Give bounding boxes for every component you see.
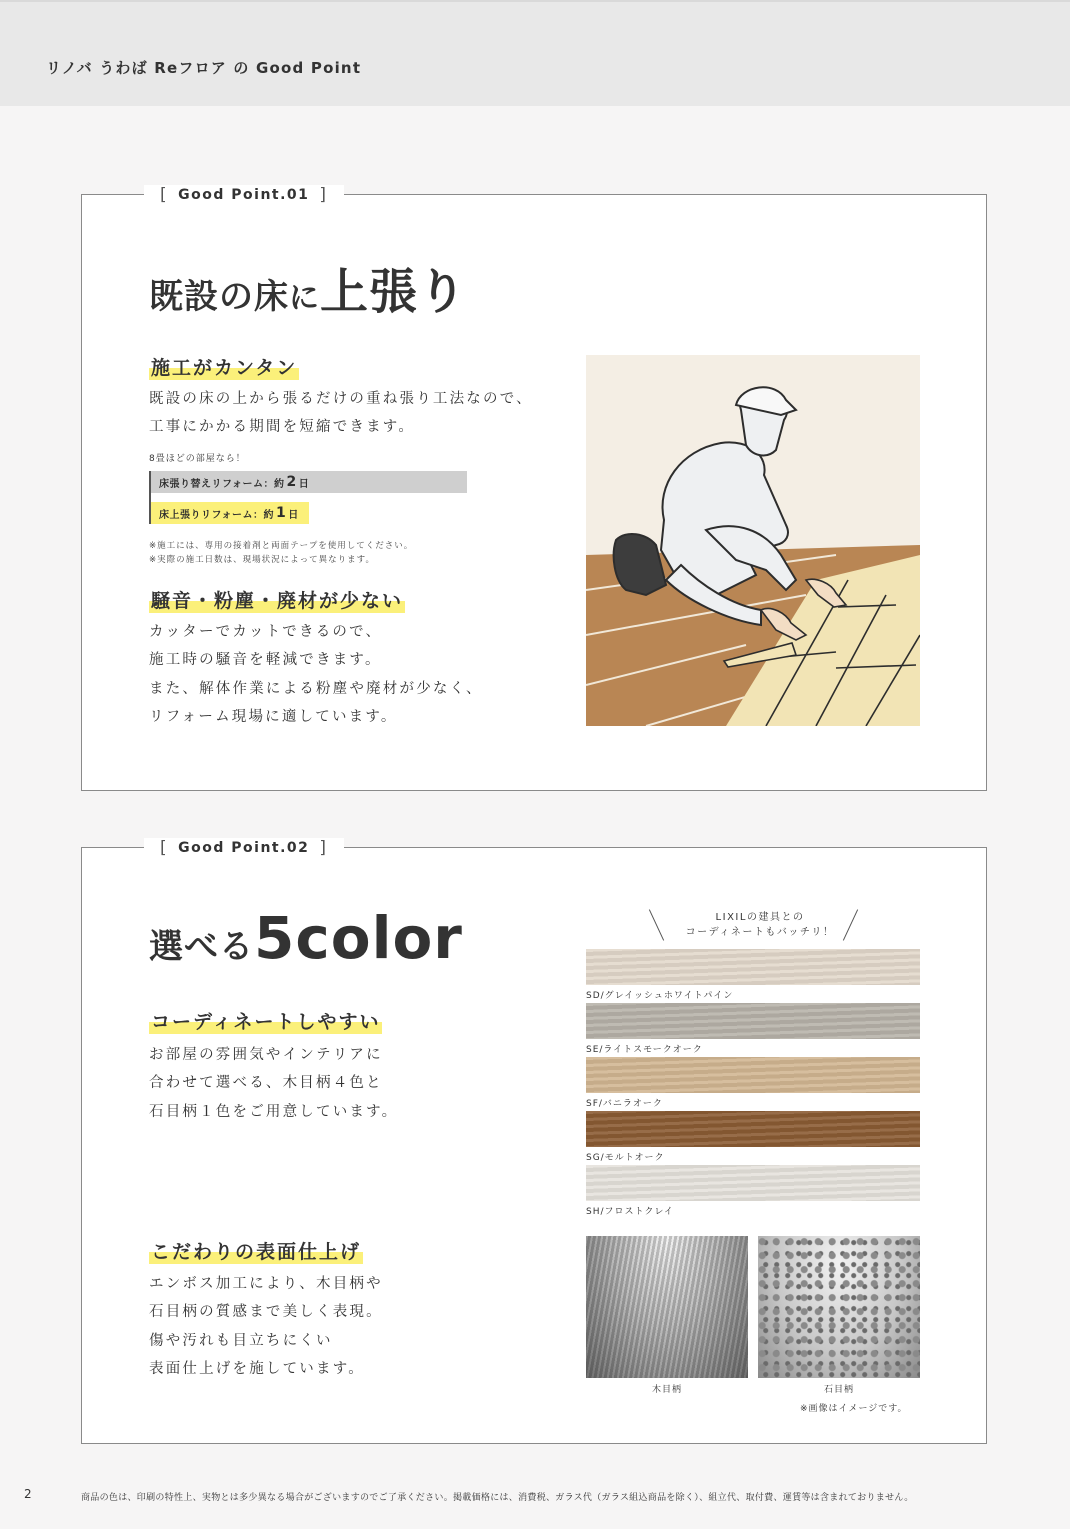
color-swatch-se (586, 1003, 920, 1039)
comparison-days: 2 (286, 474, 297, 490)
body-line: 石目柄１色をご用意しています。 (149, 1103, 399, 1120)
body-easy-install (149, 385, 533, 442)
comparison-replace-row (151, 471, 467, 493)
room-size-lead: 8畳ほどの部屋なら！ (149, 454, 246, 464)
body-easy-coordinate (149, 1041, 398, 1126)
install-notes (149, 539, 413, 567)
body-surface-finish (149, 1270, 383, 1383)
page-header-title: リノバ うわば Reフロア の Good Point (46, 59, 362, 77)
footer-disclaimer: 商品の色は、印刷の特性上、実物とは多少異なる場合がございますのでご了承ください。掲載価格には、消費税、ガラス代（ガラス組込商品を除く）、組立代、取付費、運賃等は含まれておりません。 (81, 1493, 914, 1503)
wood-texture-image (586, 1236, 748, 1378)
heading-part-d: 上張り (320, 264, 468, 320)
color-swatch-sg (586, 1111, 920, 1147)
subhead-easy-install: 施工がカンタン (149, 353, 299, 380)
point2-heading (149, 904, 463, 972)
spacer (151, 493, 467, 502)
body-line: 傷や汚れも目立ちにくい (149, 1332, 333, 1349)
worker-installing-floor-illustration (586, 355, 920, 726)
body-line: カッターでカットできるので、 (149, 624, 383, 640)
body-line: リフォーム現場に適しています。 (149, 708, 398, 725)
bracket-close-icon: ] (319, 185, 328, 205)
stone-texture-label: 石目柄 (823, 1385, 854, 1395)
comparison-label: 床張り替えリフォーム：約 (159, 478, 285, 490)
bracket-close-icon: ] (319, 838, 328, 858)
comparison-days: 1 (276, 505, 287, 521)
comparison-label: 床上張りリフォーム：約 (159, 509, 274, 521)
swatch-label-sd: SD/グレイッシュホワイトパイン (586, 991, 734, 1001)
body-line: 既設の床の上から張るだけの重ね張り工法なので、 (149, 391, 533, 407)
bracket-open-icon: [ (160, 838, 169, 858)
comparison-unit: 日 (288, 509, 299, 521)
comparison-box (149, 471, 467, 524)
swatch-label-sh: SH/フロストクレイ (586, 1207, 674, 1217)
coordinate-callout (650, 910, 870, 940)
bracket-open-icon: [ (160, 185, 169, 205)
body-line: 工事にかかる期間を短縮できます。 (149, 419, 416, 436)
subhead-surface-finish: こだわりの表面仕上げ (149, 1237, 363, 1264)
point1-heading (149, 253, 467, 322)
heading-part-b: 床 (254, 277, 289, 317)
body-line: 施工時の騒音を軽減できます。 (149, 652, 382, 669)
subhead-low-noise: 騒音・粉塵・廃材が少ない (149, 586, 405, 613)
color-swatch-sh (586, 1165, 920, 1201)
body-low-noise (149, 618, 483, 731)
callout-line: LIXILの建具との (715, 912, 805, 923)
body-line: 合わせて選べる、木目柄４色と (149, 1075, 383, 1092)
comparison-unit: 日 (298, 478, 310, 490)
page-number: 2 (24, 1487, 32, 1501)
body-line: 表面仕上げを施しています。 (149, 1360, 365, 1377)
header-bar (0, 0, 1070, 106)
note-line: ※施工には、専用の接着剤と両面テープを使用してください。 (149, 541, 414, 551)
stone-texture-image (758, 1236, 920, 1378)
callout-line: コーディネートもバッチリ！ (685, 927, 835, 938)
good-point-02-text: Good Point.02 (178, 840, 310, 856)
good-point-01-label (144, 185, 344, 205)
good-point-02-label (144, 838, 344, 858)
body-line: お部屋の雰囲気やインテリアに (149, 1047, 383, 1063)
note-line: ※実際の施工日数は、現場状況によって異なります。 (149, 555, 375, 565)
swatch-label-se: SE/ライトスモークオーク (586, 1045, 703, 1055)
wood-texture-label: 木目柄 (651, 1385, 682, 1395)
heading-part-c: に (289, 281, 320, 316)
color-swatch-sf (586, 1057, 920, 1093)
comparison-overlay-row (151, 502, 309, 524)
body-line: また、解体作業による粉塵や廃材が少なく、 (149, 680, 483, 697)
swatch-label-sg: SG/モルトオーク (586, 1153, 665, 1163)
heading-part-a: 選べる (149, 927, 254, 967)
body-line: 石目柄の質感まで美しく表現。 (149, 1304, 383, 1321)
image-note: ※画像はイメージです。 (800, 1404, 908, 1414)
heading-part-a: 既設の (149, 277, 254, 317)
color-swatch-sd (586, 949, 920, 985)
good-point-01-text: Good Point.01 (178, 187, 310, 203)
subhead-easy-coordinate: コーディネートしやすい (149, 1007, 382, 1034)
heading-part-b: 5color (254, 904, 463, 972)
good-point-02-panel (81, 838, 987, 1444)
swatch-label-sf: SF/バニラオーク (586, 1099, 663, 1109)
good-point-01-panel (81, 185, 987, 791)
body-line: エンボス加工により、木目柄や (149, 1276, 383, 1292)
